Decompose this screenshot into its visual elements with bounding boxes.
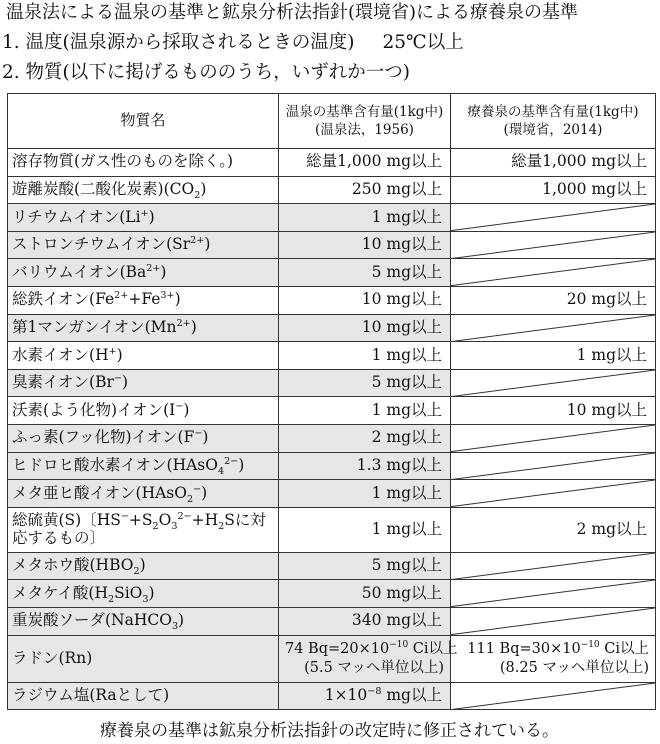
substance-name: ラドン(Rn)	[8, 635, 279, 682]
name-part: +	[140, 207, 149, 219]
name-part: 総硫黄(S)〔HS	[12, 510, 121, 529]
name-part: +H	[191, 510, 219, 529]
substance-name	[8, 580, 279, 608]
substance-name	[8, 424, 279, 452]
radon-line-1	[285, 639, 458, 659]
name-part: 74 Bq=20×10	[285, 640, 390, 657]
onsen-threshold: 5 mg以上	[279, 369, 451, 397]
onsen-threshold	[279, 682, 451, 710]
onsen-threshold: 1 mg以上	[279, 204, 451, 232]
not-applicable-slash	[451, 683, 655, 710]
not-applicable-slash	[451, 580, 655, 607]
radon-line-1	[457, 640, 649, 659]
name-part: )	[238, 455, 245, 474]
onsen-threshold: 10 mg以上	[279, 314, 451, 342]
name-part: )	[174, 290, 181, 309]
onsen-threshold	[279, 635, 458, 682]
name-part: 総鉄イオン(Fe	[12, 290, 115, 309]
name-part: 4	[217, 466, 225, 478]
substance-name	[8, 149, 279, 177]
name-part: 2+	[114, 290, 129, 302]
name-part: 重炭酸ソーダ(NaHCO	[12, 611, 172, 630]
ryoyo-threshold	[451, 231, 656, 259]
name-part: −8	[367, 685, 382, 697]
not-applicable-slash	[451, 259, 655, 286]
substance-name	[8, 397, 279, 425]
table-row	[8, 552, 656, 580]
name-part: +Fe	[128, 290, 161, 309]
name-part: 3	[142, 593, 149, 605]
name-part: Ci以上	[408, 640, 458, 657]
name-part: リチウムイオン(Li	[12, 207, 141, 226]
name-part: )	[160, 262, 167, 281]
name-part: mg以上	[381, 685, 442, 704]
header-substance: 物質名	[8, 94, 279, 149]
not-applicable-slash	[451, 232, 655, 259]
substance-name	[8, 176, 279, 204]
ryoyo-threshold	[451, 580, 656, 608]
substance-name	[8, 552, 279, 580]
name-part: )	[200, 179, 207, 198]
substance-name	[8, 607, 279, 635]
substance-name	[8, 286, 279, 314]
not-applicable-slash	[451, 608, 655, 635]
name-part: )	[204, 235, 211, 254]
header-onsen-label: 温泉の基準含有量(1kg中)	[285, 103, 444, 120]
ryoyo-threshold	[451, 452, 656, 480]
onsen-threshold: 総量1,000 mg以上	[279, 149, 451, 177]
ryoyo-threshold	[451, 259, 656, 287]
ryoyo-threshold	[451, 552, 656, 580]
onsen-threshold: 10 mg以上	[279, 286, 451, 314]
name-part: 2+	[190, 235, 205, 247]
table-row	[8, 607, 656, 635]
table-body	[8, 149, 656, 710]
header-ryoyo-label: 療養泉の基準含有量(1kg中)	[467, 103, 639, 120]
ryoyo-threshold: 10 mg以上	[451, 397, 656, 425]
table-row	[8, 369, 656, 397]
name-part: 沃素(よう化物)イオン(I	[12, 400, 176, 419]
not-applicable-slash	[451, 315, 655, 342]
name-part: −	[120, 510, 129, 522]
substance-name	[8, 231, 279, 259]
name-part: )	[190, 317, 197, 336]
onsen-threshold: 10 mg以上	[279, 231, 451, 259]
substance-name	[8, 452, 279, 480]
name-part: 2+	[176, 317, 191, 329]
table-row	[8, 452, 656, 480]
substance-name	[8, 204, 279, 232]
table-header-row	[8, 94, 656, 149]
name-part: 2	[218, 521, 225, 532]
name-part: SiO	[114, 583, 143, 602]
name-part: −	[113, 372, 122, 384]
onsen-threshold: 1 mg以上	[279, 507, 451, 552]
ryoyo-threshold	[451, 635, 656, 682]
name-part: Ci以上	[599, 640, 649, 657]
name-part: −10	[580, 639, 600, 650]
name-part: 1×10	[324, 685, 368, 704]
name-part: 遊離炭酸(二酸化炭素)(CO	[12, 179, 195, 198]
name-part: 3	[171, 521, 178, 532]
name-part: −	[194, 428, 203, 440]
table-row	[8, 149, 656, 177]
name-part: バリウムイオン(Ba	[12, 262, 147, 281]
name-part: 第1マンガンイオン(Mn	[12, 317, 177, 336]
table-row	[8, 342, 656, 370]
substance-name	[8, 480, 279, 508]
name-part: メタケイ酸(H	[12, 583, 108, 602]
header-onsen-source: (温泉法，1956)	[315, 122, 414, 138]
name-part: )	[148, 207, 155, 226]
condition-temperature	[2, 30, 464, 56]
not-applicable-slash	[451, 480, 655, 507]
onsen-threshold: 1 mg以上	[279, 397, 451, 425]
name-part: メタホウ酸(HBO	[12, 556, 134, 575]
table-row	[8, 580, 656, 608]
name-part: 2	[107, 593, 115, 605]
name-part: ストロンチウムイオン(Sr	[12, 235, 191, 254]
header-onsen	[279, 94, 451, 149]
name-part: 2	[186, 493, 194, 505]
name-part: 2−	[177, 510, 192, 522]
page-title: 温泉法による温泉の基準と鉱泉分析法指針(環境省)による療養泉の基準	[6, 2, 579, 23]
header-ryoyo-source: (環境省，2014)	[503, 122, 603, 138]
name-part: 臭素イオン(Br	[12, 373, 114, 392]
table-row	[8, 314, 656, 342]
name-part: O	[158, 510, 172, 529]
name-part: ふっ素(フッ化物)イオン(F	[12, 428, 195, 447]
substance-name	[8, 314, 279, 342]
name-part: )	[121, 373, 128, 392]
name-part: メタ亜ヒ酸イオン(HAsO	[12, 483, 187, 502]
name-part: +	[108, 345, 117, 357]
table-row	[8, 507, 656, 552]
ryoyo-threshold	[451, 424, 656, 452]
onsen-threshold: 5 mg以上	[279, 259, 451, 287]
table-row	[8, 480, 656, 508]
ryoyo-threshold	[451, 682, 656, 710]
name-part: 溶存物質(ガス性のものを除く。)	[12, 152, 234, 171]
name-part: 3	[171, 621, 179, 633]
table-row	[8, 176, 656, 204]
name-part: )	[116, 345, 123, 364]
name-part: 2+	[146, 262, 161, 274]
substance-name	[8, 507, 279, 552]
ryoyo-threshold: 1 mg以上	[451, 342, 656, 370]
name-part: −10	[389, 639, 409, 650]
ryoyo-threshold: 20 mg以上	[451, 286, 656, 314]
name-part: 111 Bq=30×10	[467, 640, 581, 657]
onsen-threshold: 340 mg以上	[279, 607, 451, 635]
ryoyo-threshold	[451, 369, 656, 397]
footnote: 療養泉の基準は鉱泉分析法指針の改定時に修正されている。	[100, 721, 559, 741]
radon-line-2: (8.25 マッヘ単位以上)	[499, 659, 649, 676]
name-part: ヒドロヒ酸水素イオン(HAsO	[12, 455, 218, 474]
onsen-threshold: 1 mg以上	[279, 342, 451, 370]
radon-line-2: (5.5 マッヘ単位以上)	[304, 659, 444, 676]
name-part: −	[175, 400, 184, 412]
not-applicable-slash	[451, 453, 655, 480]
name-part: 2	[194, 190, 201, 202]
name-part: )	[201, 483, 208, 502]
substance-name	[8, 342, 279, 370]
name-part: )	[148, 583, 155, 602]
not-applicable-slash	[451, 553, 655, 580]
ryoyo-threshold	[451, 607, 656, 635]
condition-substance: 2. 物質(以下に掲げるもののうち，いずれか一つ)	[2, 62, 410, 83]
condition-temperature-value: 25℃以上	[382, 32, 464, 53]
table-row	[8, 286, 656, 314]
ryoyo-threshold	[451, 204, 656, 232]
condition-temperature-label: 1. 温度(温泉源から採取されるときの温度)	[2, 32, 355, 53]
not-applicable-slash	[451, 204, 655, 231]
table-row	[8, 231, 656, 259]
onsen-threshold: 1 mg以上	[279, 480, 451, 508]
onsen-threshold: 50 mg以上	[279, 580, 451, 608]
table-row	[8, 424, 656, 452]
substance-name: ラジウム塩(Raとして)	[8, 682, 279, 710]
table-row	[8, 259, 656, 287]
name-part: Sに対応するもの〕	[12, 510, 266, 547]
onsen-threshold: 1.3 mg以上	[279, 452, 451, 480]
onsen-threshold: 250 mg以上	[279, 176, 451, 204]
table-row	[8, 397, 656, 425]
name-part: +S	[128, 510, 153, 529]
table-row	[8, 204, 656, 232]
name-part: )	[178, 611, 185, 630]
name-part: 3+	[160, 290, 175, 302]
ryoyo-threshold: 総量1,000 mg以上	[451, 149, 656, 177]
criteria-table	[7, 93, 656, 710]
name-part: 水素イオン(H	[12, 345, 109, 364]
name-part: )	[202, 428, 209, 447]
onsen-threshold: 5 mg以上	[279, 552, 451, 580]
name-part: )	[139, 556, 146, 575]
onsen-threshold: 2 mg以上	[279, 424, 451, 452]
table-row-radium	[8, 682, 656, 710]
name-part: 2−	[224, 455, 239, 467]
ryoyo-threshold: 1,000 mg以上	[451, 176, 656, 204]
name-part: 2	[152, 521, 159, 532]
not-applicable-slash	[451, 370, 655, 397]
header-ryoyo	[451, 94, 656, 149]
ryoyo-threshold	[451, 480, 656, 508]
name-part: 2	[133, 566, 140, 578]
substance-name	[8, 369, 279, 397]
ryoyo-threshold	[451, 314, 656, 342]
table-row-radon	[8, 635, 656, 682]
substance-name	[8, 259, 279, 287]
not-applicable-slash	[451, 425, 655, 452]
name-part: −	[193, 483, 202, 495]
name-part: )	[183, 400, 190, 419]
ryoyo-threshold: 2 mg以上	[451, 507, 656, 552]
